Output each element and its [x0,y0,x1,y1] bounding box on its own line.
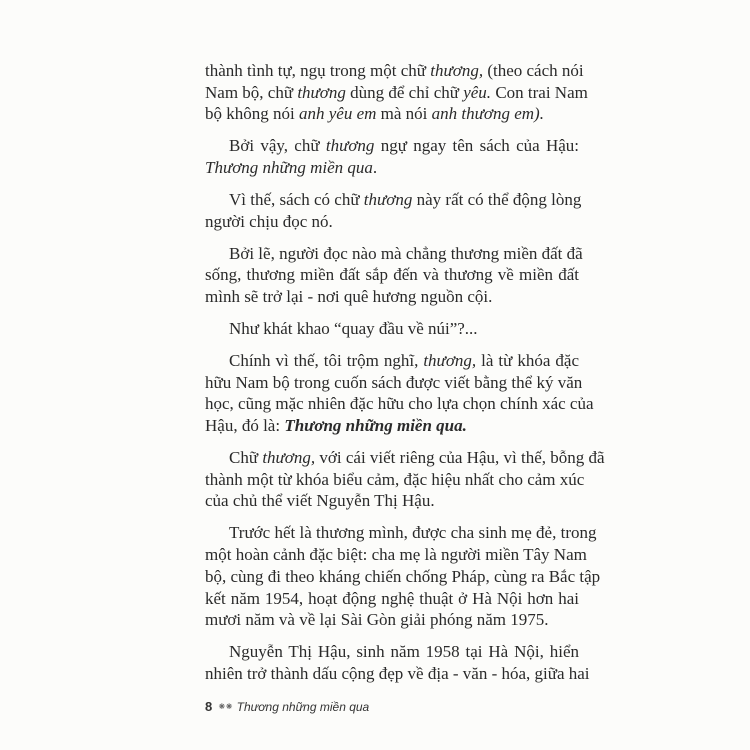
text-segment: bộ không nói [205,104,299,124]
text-segment: Chữ [229,448,263,468]
italic-text: thương [325,136,375,156]
text-line [205,566,601,588]
text-segment: hữu Nam bộ trong cuốn sách được viết bằng thể ký văn [205,372,583,392]
italic-text: anh yêu em [298,104,377,124]
text-segment: bộ, cùng đi theo kháng chiến chống Pháp, cùng ra Bắc tập [205,566,601,586]
text-segment: mình sẽ trở lại - nơi quê hương nguồn cội. [205,287,493,307]
text-line [205,318,579,340]
text-line [205,103,579,125]
text-segment: Như khát khao “quay đầu về núi”?... [229,319,478,339]
text-line [205,393,594,415]
text-line [205,60,584,82]
text-line [205,447,605,469]
paragraph [205,522,601,630]
paragraph [205,135,579,178]
italic-text: thương, [262,448,316,468]
text-line [205,588,579,610]
text-line [205,641,579,663]
text-segment: (theo cách nói [483,61,584,80]
text-segment: sống, thương miền đất sắp đến và thương về miền đất [205,265,579,285]
paragraph [205,641,590,684]
text-segment: . [372,158,378,178]
text-segment: với cái viết riêng của Hậu, vì thế, bỗng đã [315,448,605,468]
paragraph [205,60,588,125]
text-line [205,609,579,631]
italic-text: Thương những miền qua [205,158,373,178]
text-segment: Vì thế, sách có chữ [229,190,364,210]
text-segment: mươi năm và về lại Sài Gòn giải phóng năm 1975. [205,610,549,630]
paragraph [205,350,594,437]
text-line [205,663,590,685]
text-line [205,544,587,566]
italic-text: yêu. [463,82,492,102]
text-line [205,372,583,394]
text-segment: thành một từ khóa biểu cảm, đặc hiệu nhất cho cảm xúc [205,469,585,489]
italic-text: thương, [430,61,484,80]
text-segment: Trước hết là thương mình, được cha sinh mẹ đẻ, trong [229,523,597,543]
text-line [205,264,579,286]
text-line [205,469,585,491]
italic-text: thương [363,190,413,210]
italic-text: thương [297,82,346,102]
text-segment: này rất có thể động lòng [412,190,582,210]
page-number: 8 [205,699,213,714]
text-segment: dùng để chỉ chữ [345,82,464,102]
text-segment: của chủ thể viết Nguyễn Thị Hậu. [205,491,435,511]
text-line [205,189,582,211]
text-segment: ngự ngay tên sách của Hậu: [374,136,579,156]
paragraph [205,243,583,308]
text-line [205,135,579,157]
text-segment: một hoàn cảnh đặc biệt: cha mẹ là người miền Tây Nam [205,545,587,565]
text-segment: Con trai Nam [491,82,588,102]
page-footer [205,699,369,714]
text-line [205,286,579,308]
text-line [205,82,588,104]
paragraph [205,318,579,340]
text-line [205,243,583,265]
paragraph [205,447,605,512]
text-segment: kết năm 1954, hoạt động nghệ thuật ở Hà Nội hơn hai [205,588,579,608]
italic-text: thương, [423,351,477,371]
paragraph [205,189,582,232]
italic-text: anh thương em). [431,104,544,124]
text-line [205,522,597,544]
text-segment: Bởi vậy, chữ [229,136,326,156]
text-line [205,157,579,179]
text-line [205,415,579,437]
text-line [205,211,579,233]
text-segment: mà nói [376,104,432,124]
book-page-body [205,60,605,695]
text-segment: học, cũng mặc nhiên đặc hữu cho lựa chọn chính xác của [205,394,594,414]
text-line [205,350,579,372]
text-segment: thành tình tự, ngụ trong một chữ [205,61,431,80]
text-line [205,490,579,512]
text-segment: Chính vì thế, tôi trộm nghĩ, [229,351,424,371]
running-title: Thương những miền qua [236,699,370,714]
text-segment: người chịu đọc nó. [205,211,333,231]
text-segment: Bởi lẽ, người đọc nào mà chẳng thương miền đất đã [229,243,583,263]
text-segment: là từ khóa đặc [476,351,579,371]
text-segment: Nguyễn Thị Hậu, sinh năm 1958 tại Hà Nội, hiển [229,642,579,662]
text-segment: Hậu, đó là: [205,416,285,436]
bold-italic-text: Thương những miền qua. [284,416,467,436]
text-segment: Nam bộ, chữ [205,82,298,102]
ornament-icon: ⁕⁕ [217,701,232,713]
text-segment: nhiên trở thành dấu cộng đẹp về địa - văn - hóa, giữa hai [205,663,590,683]
